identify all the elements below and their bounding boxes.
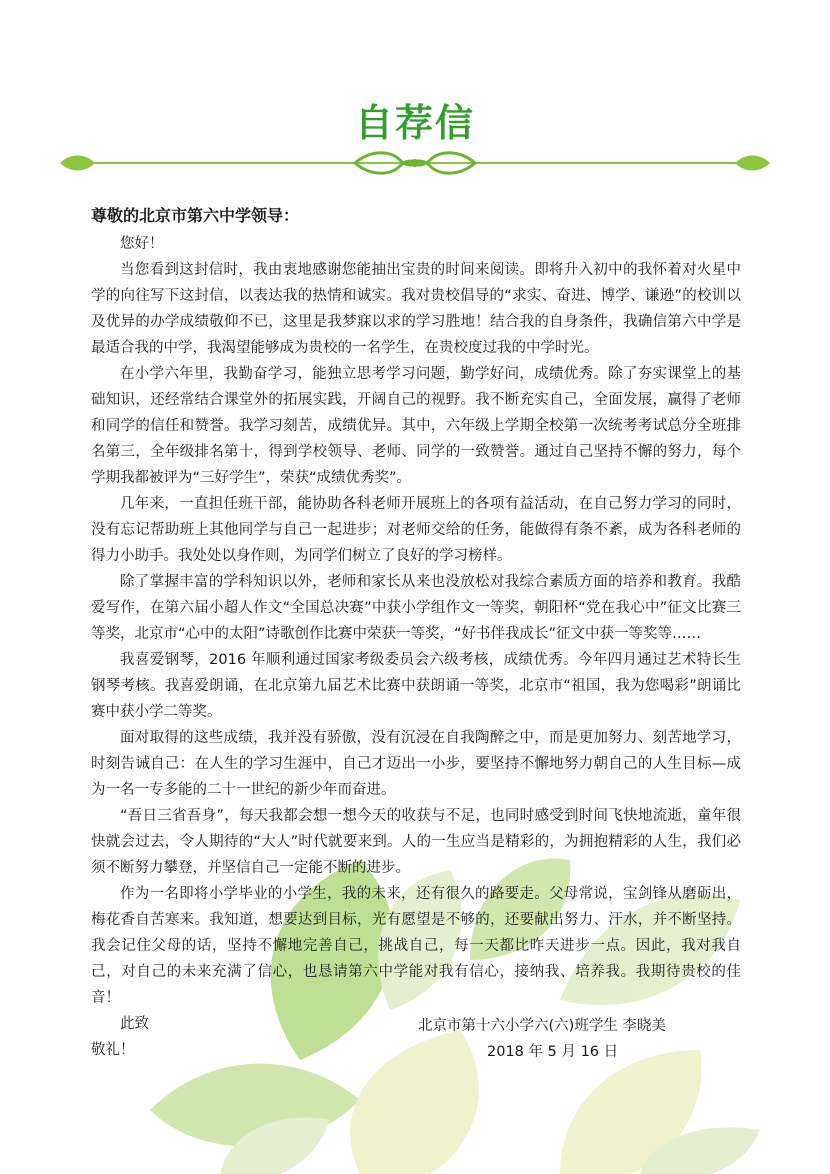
signature: 北京市第十六小学六(六)班学生 李晓美 [418,1018,666,1034]
letter-date: 2018 年 5 月 16 日 [487,1044,619,1060]
right-leaf-icon [735,156,770,171]
paragraph: 我喜爱钢琴，2016 年顺利通过国家考级委员会六级考核，成绩优秀。今年四月通过艺术特长生钢琴考核。我喜爱朗诵，在北京第九届艺术比赛中获朗诵一等奖，北京市“祖国，我为您喝彩”朗诵比赛中获小学二等奖。 [91,652,741,720]
page-title: 自荐信 [354,101,475,145]
greeting: 您好！ [120,236,164,252]
salutation: 尊敬的北京市第六中学领导： [91,206,300,225]
paragraph: 面对取得的这些成绩，我并没有骄傲，没有沉浸在自我陶醉之中，而是更加努力、刻苦地学习，时刻告诫自己：在人生的学习生涯中，自己才迈出一小步，要坚持不懈地努力朝自己的人生目标—成为一名一专多能的二十一世纪的新少年而奋进。 [91,730,741,798]
closing: 此致 [120,1016,149,1032]
paragraph: “吾日三省吾身”，每天我都会想一想今天的收获与不足，也同时感受到时间飞快地流逝，童年很快就会过去，令人期待的“大人”时代就要来到。人的一生应当是精彩的，为拥抱精彩的人生，我们必须不断努力攀登，并坚信自己一定能不断的进步。 [91,808,741,876]
paragraph: 当您看到这封信时，我由衷地感谢您能抽出宝贵的时间来阅读。即将升入初中的我怀着对火星中学的向往写下这封信，以表达我的热情和诚实。我对贵校倡导的“求实、奋进、博学、谦逊”的校训以及优异的办学成绩敬仰不已，这里是我梦寐以求的学习胜地！结合我的自身条件，我确信第六中学是最适合我的中学，我渴望能够成为贵校的一名学生，在贵校度过我的中学时光。 [91,262,741,356]
paragraph: 除了掌握丰富的学科知识以外，老师和家长从来也没放松对我综合素质方面的培养和教育。我酷爱写作，在第六届小超人作文“全国总决赛”中获小学组作文一等奖，朝阳杯“党在我心中”征文比赛三等奖，北京市“心中的太阳”诗歌创作比赛中荣获一等奖，“好书伴我成长”征文中获一等奖等…… [91,574,741,642]
paragraph: 作为一名即将小学毕业的小学生，我的未来，还有很久的路要走。父母常说，宝剑锋从磨砺出，梅花香自苦寒来。我知道，想要达到目标，光有愿望是不够的，还要献出努力、汗水，并不断坚持。我会记住父母的话，坚持不懈地完善自己，挑战自己，每一天都比昨天进步一点。因此，我对我自己，对自己的未来充满了信心，也恳请第六中学能对我有信心，接纳我、培养我。我期待贵校的佳音！ [91,886,741,1006]
regards: 敬礼！ [91,1042,135,1058]
ornamental-divider [60,148,770,178]
letter-body [91,203,741,1063]
left-leaf-icon [60,156,95,171]
paragraph: 几年来，一直担任班干部，能协助各科老师开展班上的各项有益活动，在自己努力学习的同时，没有忘记帮助班上其他同学与自己一起进步；对老师交给的任务，能做得有条不紊，成为各科老师的得力小助手。我处处以身作则，为同学们树立了良好的学习榜样。 [91,496,741,564]
paragraph: 在小学六年里，我勤奋学习，能独立思考学习问题，勤学好问，成绩优秀。除了夯实课堂上的基础知识，还经常结合课堂外的拓展实践，开阔自己的视野。我不断充实自己，全面发展，赢得了老师和同学的信任和赞誉。我学习刻苦，成绩优异。其中，六年级上学期全校第一次统考考试总分全班排名第三，全年级排名第十，得到学校领导、老师、同学的一致赞誉。通过自己坚持不懈的努力，每个学期我都被评为“三好学生”，荣获“成绩优秀奖”。 [91,366,741,486]
